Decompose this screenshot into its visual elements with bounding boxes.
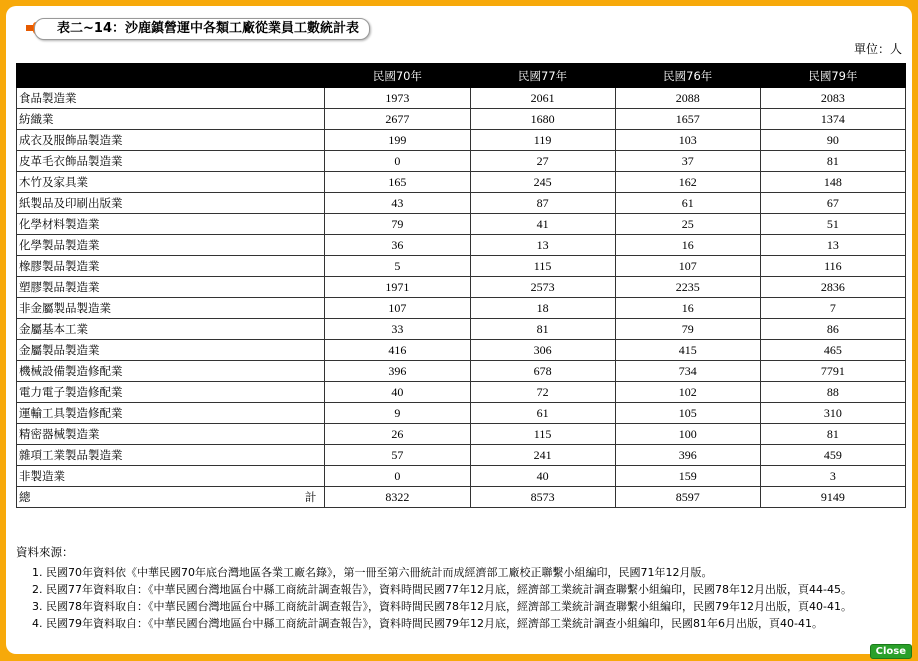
row-label: 機械設備製造修配業 — [17, 361, 325, 382]
value-cell: 416 — [325, 340, 470, 361]
table-row — [17, 130, 906, 151]
value-cell: 415 — [615, 340, 760, 361]
value-cell: 27 — [470, 151, 615, 172]
popup-frame — [6, 6, 912, 654]
value-cell: 306 — [470, 340, 615, 361]
value-cell: 81 — [760, 151, 905, 172]
row-label: 皮革毛衣飾品製造業 — [17, 151, 325, 172]
value-cell: 2083 — [760, 88, 905, 109]
table-row — [17, 382, 906, 403]
value-cell: 119 — [470, 130, 615, 151]
total-value-cell: 8597 — [615, 487, 760, 508]
header-cell: 民國79年 — [760, 64, 905, 88]
table-row — [17, 445, 906, 466]
row-label: 運輸工具製造修配業 — [17, 403, 325, 424]
value-cell: 81 — [760, 424, 905, 445]
note-item: 1. 民國70年資料依《中華民國70年底台灣地區各業工廠名錄》，第一冊至第六冊統計而成經濟部工廠校正聯繫小組編印，民國71年12月版。 — [46, 564, 912, 581]
value-cell: 57 — [325, 445, 470, 466]
row-label: 非製造業 — [17, 466, 325, 487]
value-cell: 81 — [470, 319, 615, 340]
value-cell: 310 — [760, 403, 905, 424]
value-cell: 116 — [760, 256, 905, 277]
total-value-cell: 8573 — [470, 487, 615, 508]
value-cell: 79 — [615, 319, 760, 340]
header-cell: 民國76年 — [615, 64, 760, 88]
source-notes — [16, 564, 912, 632]
value-cell: 5 — [325, 256, 470, 277]
row-label: 橡膠製品製造業 — [17, 256, 325, 277]
value-cell: 88 — [760, 382, 905, 403]
note-item: 4. 民國79年資料取自：《中華民國台灣地區台中縣工商統計調查報告》，資料時間民國79年12月底，經濟部工業統計調查小組編印，民國81年6月出版，頁40-41。 — [46, 615, 912, 632]
value-cell: 2088 — [615, 88, 760, 109]
value-cell: 1657 — [615, 109, 760, 130]
total-value-cell: 9149 — [760, 487, 905, 508]
value-cell: 18 — [470, 298, 615, 319]
value-cell: 162 — [615, 172, 760, 193]
value-cell: 459 — [760, 445, 905, 466]
total-label-b: 計 — [304, 490, 317, 504]
value-cell: 2061 — [470, 88, 615, 109]
table-row — [17, 361, 906, 382]
value-cell: 115 — [470, 424, 615, 445]
value-cell: 51 — [760, 214, 905, 235]
row-label: 食品製造業 — [17, 88, 325, 109]
table-row — [17, 424, 906, 445]
value-cell: 72 — [470, 382, 615, 403]
value-cell: 102 — [615, 382, 760, 403]
value-cell: 105 — [615, 403, 760, 424]
table-row — [17, 277, 906, 298]
value-cell: 86 — [760, 319, 905, 340]
table-row — [17, 466, 906, 487]
value-cell: 734 — [615, 361, 760, 382]
value-cell: 79 — [325, 214, 470, 235]
source-heading: 資料來源： — [16, 545, 74, 559]
table-row — [17, 319, 906, 340]
note-item: 3. 民國78年資料取自：《中華民國台灣地區台中縣工商統計調查報告》，資料時間民國78年12月底，經濟部工業統計調查聯繫小組編印，民國79年12月出版，頁40-41。 — [46, 598, 912, 615]
value-cell: 396 — [615, 445, 760, 466]
value-cell: 41 — [470, 214, 615, 235]
value-cell: 33 — [325, 319, 470, 340]
header-cell: 民國77年 — [470, 64, 615, 88]
value-cell: 1680 — [470, 109, 615, 130]
table-row — [17, 172, 906, 193]
value-cell: 7 — [760, 298, 905, 319]
value-cell: 115 — [470, 256, 615, 277]
table-row — [17, 298, 906, 319]
value-cell: 678 — [470, 361, 615, 382]
value-cell: 2677 — [325, 109, 470, 130]
row-label: 成衣及服飾品製造業 — [17, 130, 325, 151]
value-cell: 1374 — [760, 109, 905, 130]
row-label: 紡織業 — [17, 109, 325, 130]
row-label: 金屬製品製造業 — [17, 340, 325, 361]
page-title: 表二~14：沙鹿鎮營運中各類工廠從業員工數統計表 — [34, 18, 370, 40]
value-cell: 40 — [470, 466, 615, 487]
value-cell: 107 — [325, 298, 470, 319]
value-cell: 13 — [760, 235, 905, 256]
value-cell: 3 — [760, 466, 905, 487]
table-row — [17, 235, 906, 256]
row-label: 木竹及家具業 — [17, 172, 325, 193]
value-cell: 241 — [470, 445, 615, 466]
value-cell: 25 — [615, 214, 760, 235]
header-cell: 民國70年 — [325, 64, 470, 88]
value-cell: 107 — [615, 256, 760, 277]
value-cell: 159 — [615, 466, 760, 487]
value-cell: 165 — [325, 172, 470, 193]
value-cell: 43 — [325, 193, 470, 214]
row-label: 非金屬製品製造業 — [17, 298, 325, 319]
value-cell: 40 — [325, 382, 470, 403]
row-label: 金屬基本工業 — [17, 319, 325, 340]
row-label: 紙製品及印刷出版業 — [17, 193, 325, 214]
value-cell: 16 — [615, 298, 760, 319]
unit-label: 單位：人 — [853, 42, 902, 56]
value-cell: 37 — [615, 151, 760, 172]
value-cell: 245 — [470, 172, 615, 193]
value-cell: 90 — [760, 130, 905, 151]
value-cell: 36 — [325, 235, 470, 256]
value-cell: 2573 — [470, 277, 615, 298]
value-cell: 396 — [325, 361, 470, 382]
value-cell: 199 — [325, 130, 470, 151]
table-header-row — [17, 64, 906, 88]
value-cell: 26 — [325, 424, 470, 445]
row-label: 化學材料製造業 — [17, 214, 325, 235]
value-cell: 87 — [470, 193, 615, 214]
value-cell: 2836 — [760, 277, 905, 298]
value-cell: 1973 — [325, 88, 470, 109]
statistics-table — [16, 63, 906, 508]
total-value-cell: 8322 — [325, 487, 470, 508]
value-cell: 148 — [760, 172, 905, 193]
table-row — [17, 193, 906, 214]
table-row — [17, 256, 906, 277]
row-label: 化學製品製造業 — [17, 235, 325, 256]
total-row — [17, 487, 906, 508]
value-cell: 7791 — [760, 361, 905, 382]
total-label — [17, 487, 325, 508]
value-cell: 61 — [470, 403, 615, 424]
row-label: 塑膠製品製造業 — [17, 277, 325, 298]
table-row — [17, 340, 906, 361]
value-cell: 465 — [760, 340, 905, 361]
note-item: 2. 民國77年資料取自：《中華民國台灣地區台中縣工商統計調查報告》，資料時間民國77年12月底，經濟部工業統計調查聯繫小組編印，民國78年12月出版，頁44-45。 — [46, 581, 912, 598]
table-row — [17, 214, 906, 235]
value-cell: 0 — [325, 466, 470, 487]
value-cell: 9 — [325, 403, 470, 424]
row-label: 精密器械製造業 — [17, 424, 325, 445]
value-cell: 16 — [615, 235, 760, 256]
value-cell: 0 — [325, 151, 470, 172]
value-cell: 100 — [615, 424, 760, 445]
row-label: 雜項工業製品製造業 — [17, 445, 325, 466]
close-button[interactable]: Close — [870, 644, 912, 659]
value-cell: 103 — [615, 130, 760, 151]
value-cell: 67 — [760, 193, 905, 214]
value-cell: 61 — [615, 193, 760, 214]
table-row — [17, 109, 906, 130]
table-row — [17, 403, 906, 424]
value-cell: 1971 — [325, 277, 470, 298]
table-row — [17, 151, 906, 172]
table-row — [17, 88, 906, 109]
value-cell: 2235 — [615, 277, 760, 298]
total-label-a: 總 — [19, 490, 31, 504]
value-cell: 13 — [470, 235, 615, 256]
header-cell — [17, 64, 325, 88]
row-label: 電力電子製造修配業 — [17, 382, 325, 403]
